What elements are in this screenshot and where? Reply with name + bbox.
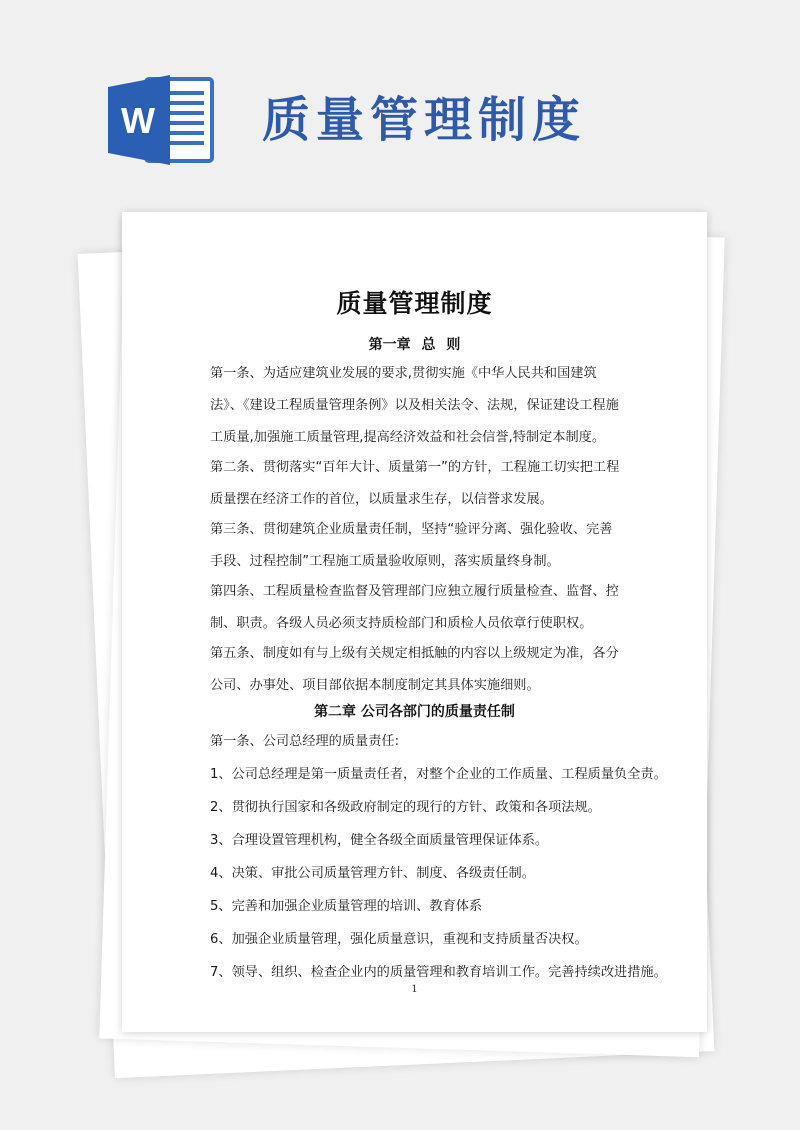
document-title: 质量管理制度 [336,289,493,318]
list-item: 5、完善和加强企业质量管理的培训、教育体系 [210,899,483,914]
chapter-2-heading: 第二章 公司各部门的质量责任制 [314,704,515,720]
list-item: 7、领导、组织、检查企业内的质量管理和教育培训工作。完善持续改进措施。 [210,965,667,980]
article-1: 第一条、为适应建筑业发展的要求,贯彻实施《中华人民共和国建筑法》、《建设工程质量管理条例》以及相关法令、法规，保证建设工程施工质量,加强施工质量管理,提高经济效益和社会信誉,特制定本制度。 [210,366,619,445]
article-4: 第四条、工程质量检查监督及管理部门应独立履行质量检查、监督、控制、职责。各级人员必须支持质检部门和质检人员依章行使职权。 [210,584,619,631]
list-item: 1、公司总经理是第一质量责任者，对整个企业的工作质量、工程质量负全责。 [210,767,667,782]
page-number: 1 [411,984,418,995]
article-2: 第二条、贯彻落实“百年大计、质量第一”的方针，工程施工切实把工程质量摆在经济工作的首位，以质量求生存，以信誉求发展。 [210,460,620,507]
list-item: 2、贯彻执行国家和各级政府制定的现行的方针、政策和各项法规。 [210,800,601,815]
logo-letter: W [121,100,155,141]
banner [0,0,800,200]
banner-title: 质量管理制度 [262,92,587,148]
list-item: 3、合理设置管理机构，健全各级全面质量管理保证体系。 [210,833,549,848]
list-item: 6、加强企业质量管理，强化质量意识，重视和支持质量否决权。 [210,932,588,947]
list-item: 4、决策、审批公司质量管理方针、制度、各级责任制。 [210,866,535,881]
word-document-icon [108,75,216,165]
list-item: 第一条、公司总经理的质量责任: [210,734,400,749]
article-5: 第五条、制度如有与上级有关规定相抵触的内容以上级规定为准，各分公司、办事处、项目部依据本制度制定其具体实施细则。 [210,646,619,693]
document-page [122,212,707,1032]
article-3: 第三条、贯彻建筑企业质量责任制，坚持“验评分离、强化验收、完善手段、过程控制”工程施工质量验收原则，落实质量终身制。 [210,522,613,569]
chapter-1-heading: 第一章 总 则 [368,337,461,353]
